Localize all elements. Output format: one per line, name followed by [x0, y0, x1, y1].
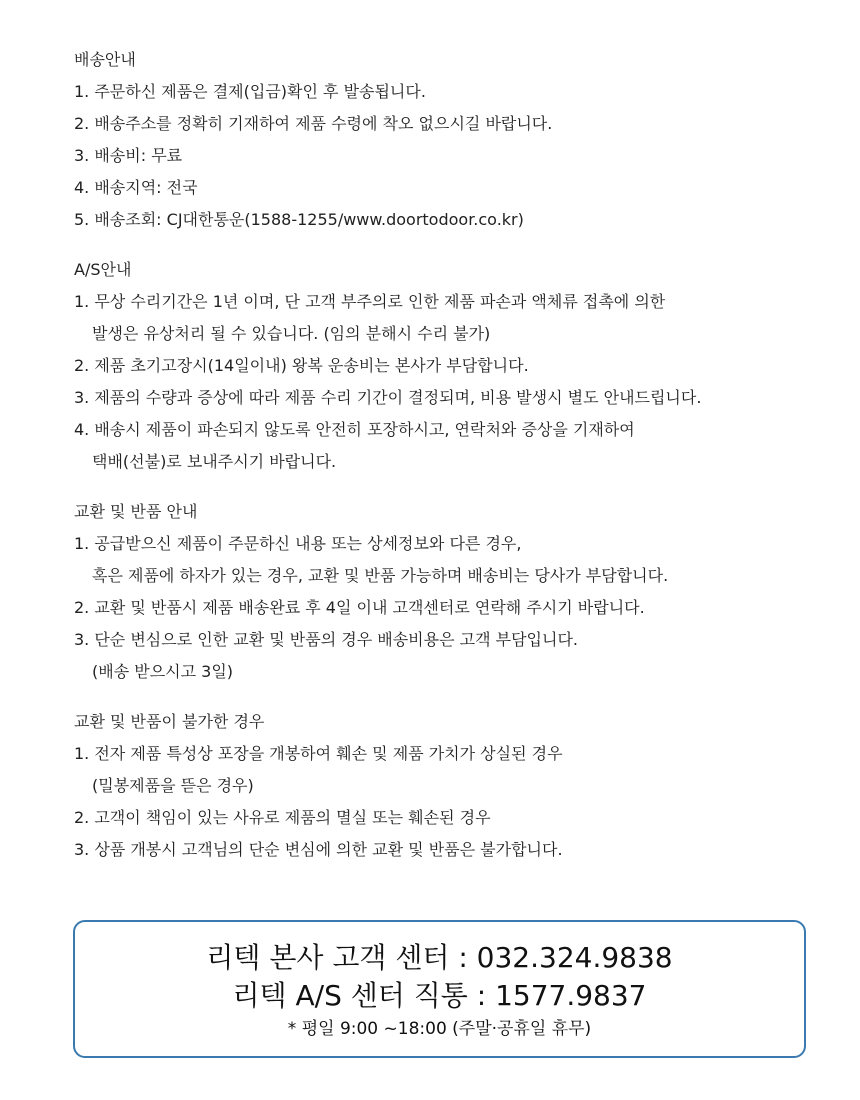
business-hours-note: * 평일 9:00 ~18:00 (주말·공휴일 휴무) [287, 1019, 592, 1039]
exchange-item: 1. 공급받으신 제품이 주문하신 내용 또는 상세정보와 다른 경우, [74, 534, 522, 553]
no-exchange-item: 1. 전자 제품 특성상 포장을 개봉하여 훼손 및 제품 가치가 상실된 경우 [74, 744, 563, 763]
delivery-item: 3. 배송비: 무료 [74, 146, 183, 165]
customer-center-box [73, 920, 806, 1058]
exchange-item: 2. 교환 및 반품시 제품 배송완료 후 4일 이내 고객센터로 연락해 주시기 바랍니다. [74, 598, 645, 617]
as-section [74, 254, 844, 478]
no-exchange-section [74, 706, 844, 866]
no-exchange-item: 2. 고객이 책임이 있는 사유로 제품의 멸실 또는 훼손된 경우 [74, 808, 491, 827]
as-item-continued: 발생은 유상처리 될 수 있습니다. (임의 분해시 수리 불가) [92, 324, 491, 343]
as-item: 4. 배송시 제품이 파손되지 않도록 안전히 포장하시고, 연락처와 증상을 기재하여 [74, 420, 635, 439]
delivery-section [74, 44, 844, 236]
exchange-section-title: 교환 및 반품 안내 [74, 502, 198, 521]
exchange-item: 3. 단순 변심으로 인한 교환 및 반품의 경우 배송비용은 고객 부담입니다. [74, 630, 578, 649]
as-item: 2. 제품 초기고장시(14일이내) 왕복 운송비는 본사가 부담합니다. [74, 356, 529, 375]
delivery-item: 2. 배송주소를 정확히 기재하여 제품 수령에 착오 없으시길 바랍니다. [74, 114, 553, 133]
delivery-section-title: 배송안내 [74, 50, 136, 69]
no-exchange-item-continued: (밀봉제품을 뜯은 경우) [92, 776, 254, 795]
as-section-title: A/S안내 [74, 260, 132, 279]
shipping-policy-document [74, 44, 844, 866]
delivery-item: 5. 배송조회: CJ대한통운(1588-1255/www.doortodoor.co.kr) [74, 210, 524, 229]
as-item: 1. 무상 수리기간은 1년 이며, 단 고객 부주의로 인한 제품 파손과 액체류 접촉에 의한 [74, 292, 666, 311]
hq-customer-center-phone: 리텍 본사 고객 센터 : 032.324.9838 [206, 941, 673, 974]
exchange-item-continued: (배송 받으시고 3일) [92, 662, 234, 681]
no-exchange-item: 3. 상품 개봉시 고객님의 단순 변심에 의한 교환 및 반품은 불가합니다. [74, 840, 563, 859]
no-exchange-section-title: 교환 및 반품이 불가한 경우 [74, 712, 265, 731]
exchange-section [74, 496, 844, 688]
as-center-direct-phone: 리텍 A/S 센터 직통 : 1577.9837 [232, 979, 647, 1012]
exchange-item-continued: 혹은 제품에 하자가 있는 경우, 교환 및 반품 가능하며 배송비는 당사가 부담합니다. [92, 566, 669, 585]
delivery-item: 1. 주문하신 제품은 결제(입금)확인 후 발송됩니다. [74, 82, 426, 101]
delivery-item: 4. 배송지역: 전국 [74, 178, 198, 197]
as-item: 3. 제품의 수량과 증상에 따라 제품 수리 기간이 결정되며, 비용 발생시 별도 안내드립니다. [74, 388, 702, 407]
as-item-continued: 택배(선불)로 보내주시기 바랍니다. [92, 452, 337, 471]
